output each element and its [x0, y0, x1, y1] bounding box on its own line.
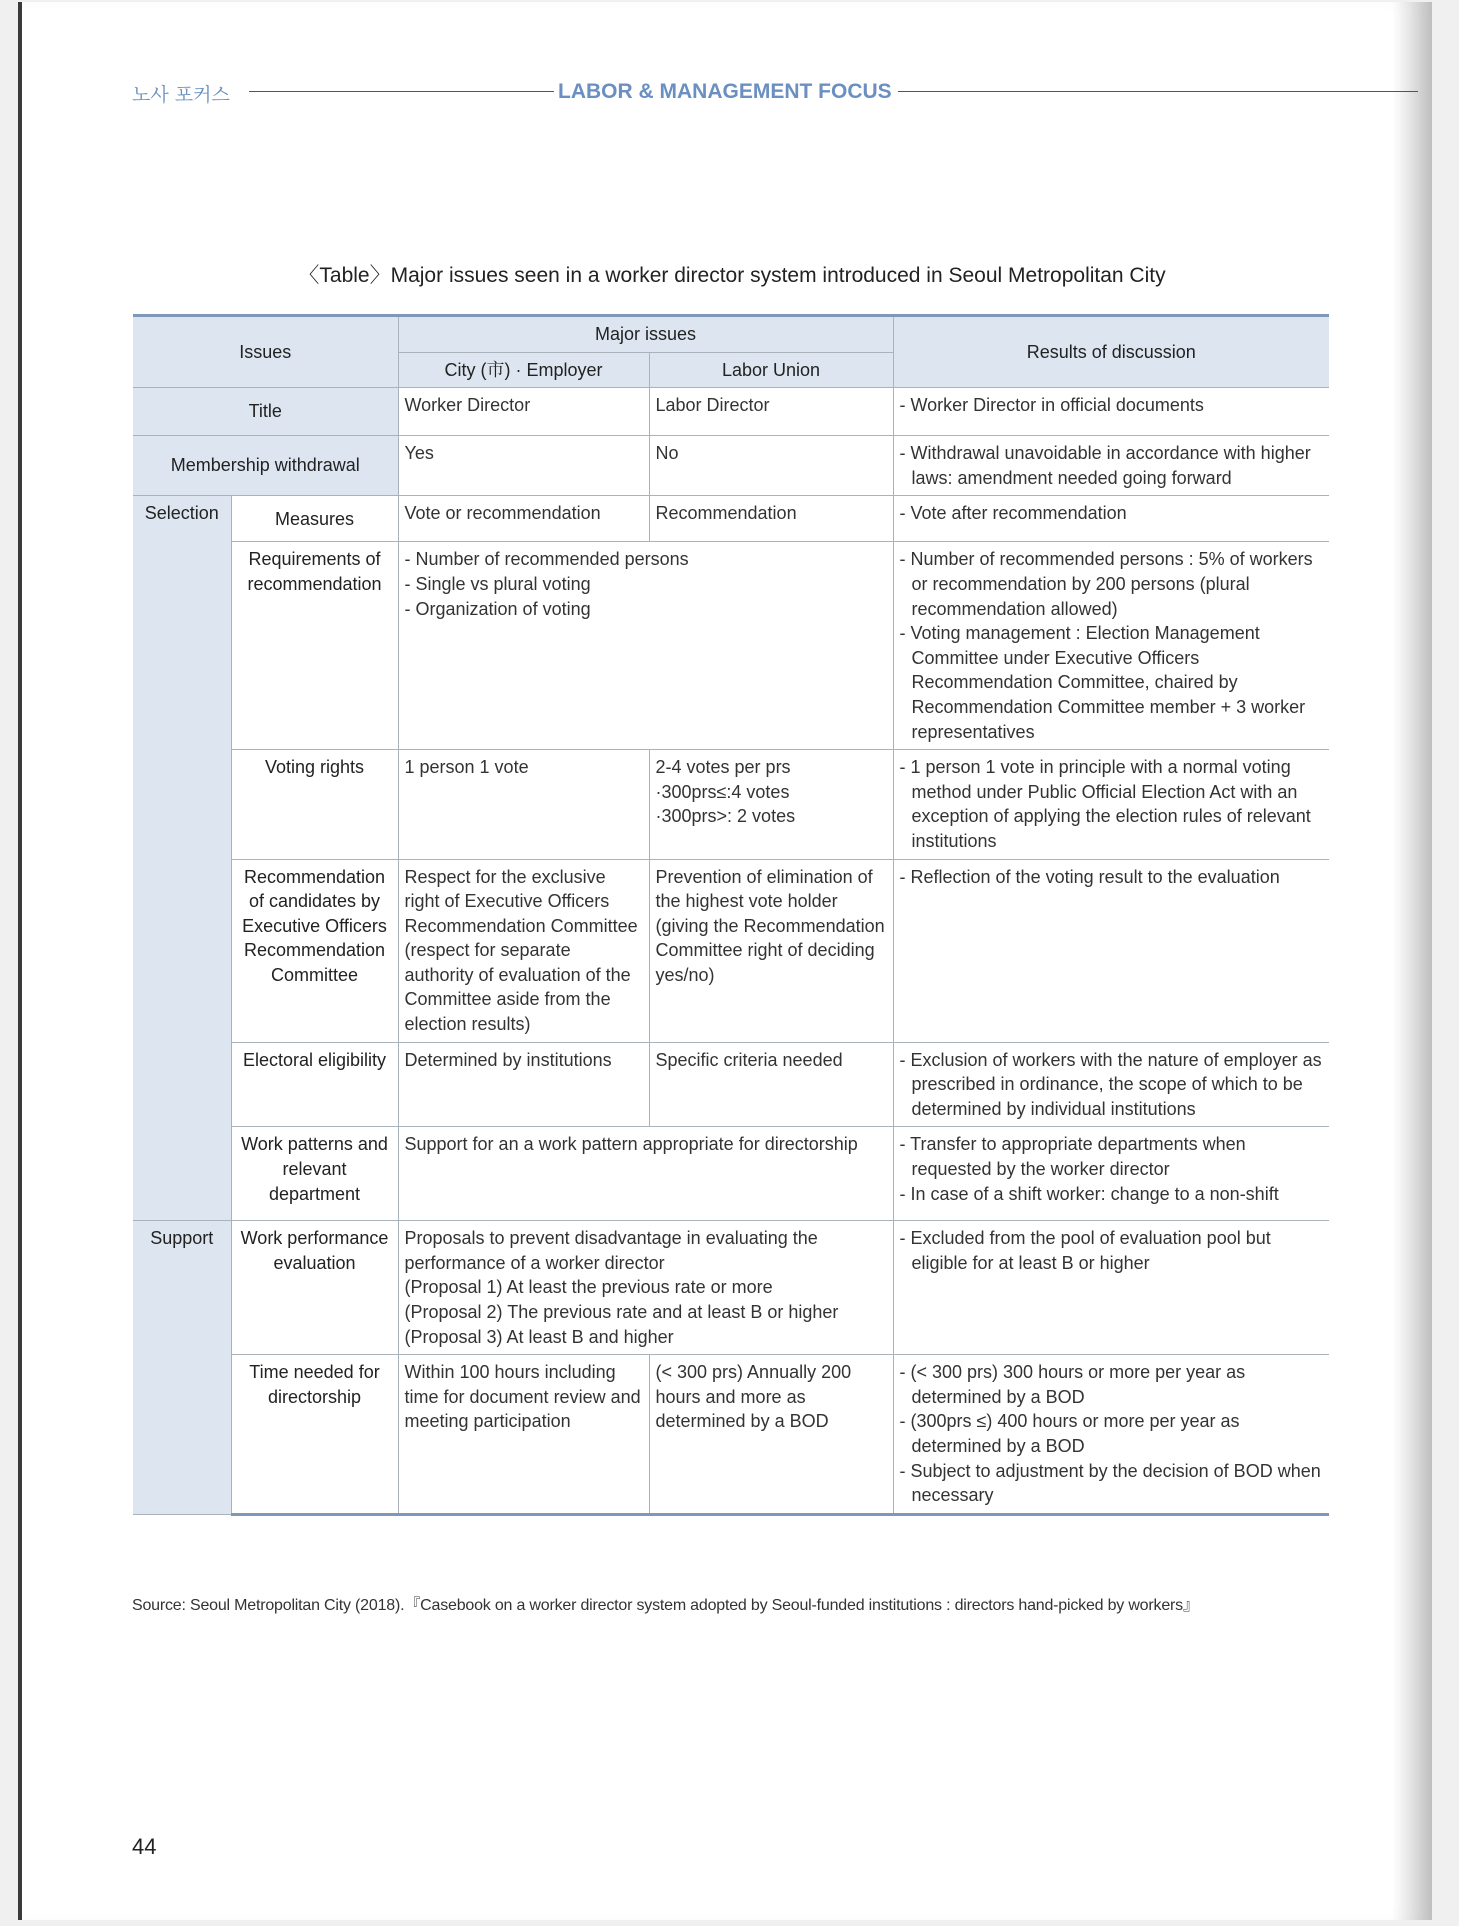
table-title: 〈Table〉Major issues seen in a worker director system introduced in Seoul Metropolitan City [298, 264, 1166, 287]
union-item: ·300prs>: 2 votes [655, 806, 796, 827]
header-major-issues: Major issues [398, 316, 893, 353]
result-item: - Subject to adjustment by the decision of BOD when necessary [899, 1460, 1321, 1506]
result-cell [893, 388, 1329, 436]
row-label: Time needed for directorship [231, 1355, 398, 1515]
result-item: - Worker Director in official documents [899, 395, 1204, 416]
header-city-employer: City (市) · Employer [398, 352, 649, 388]
union-cell: Recommendation [649, 496, 893, 542]
result-item: - Reflection of the voting result to the evaluation [899, 866, 1280, 887]
header-divider [898, 91, 1418, 92]
table-row-recommendation-committee [133, 859, 1329, 1042]
table-row-eligibility [133, 1042, 1329, 1127]
employer-cell: Vote or recommendation [398, 496, 649, 542]
employer-cell: Worker Director [398, 388, 649, 436]
group-label-text: Selection [144, 503, 219, 524]
result-cell [893, 542, 1329, 750]
header-issues: Issues [133, 316, 398, 388]
table-row-voting-rights [133, 750, 1329, 859]
table-row-withdrawal [133, 436, 1329, 496]
result-item: - In case of a shift worker: change to a non-shift [899, 1183, 1279, 1204]
source-note: Source: Seoul Metropolitan City (2018).『Casebook on a worker director system adopted by Seoul-funded institutions : directors hand-picked by workers』 [132, 1597, 1199, 1614]
table-row-performance [133, 1221, 1329, 1355]
row-label: Membership withdrawal [133, 436, 398, 496]
result-item: - Number of recommended persons : 5% of workers or recommendation by 200 persons (plural recommendation allowed) [899, 549, 1313, 619]
result-item: - Voting management : Election Management Committee under Executive Officers Recommendation Committee, chaired by Recommendation Committee member + 3 worker representatives [899, 623, 1306, 742]
result-cell [893, 859, 1329, 1042]
union-cell: Prevention of elimination of the highest vote holder (giving the Recommendation Committee right of deciding yes/no) [649, 859, 893, 1042]
result-item: - (300prs ≤) 400 hours or more per year as determined by a BOD [899, 1411, 1240, 1456]
shared-item: (Proposal 1) At least the previous rate or more [404, 1277, 773, 1298]
table-row-requirements [133, 542, 1329, 750]
row-label: Voting rights [231, 750, 398, 859]
employer-cell: Determined by institutions [398, 1042, 649, 1127]
result-item: - Transfer to appropriate departments when requested by the worker director [899, 1134, 1246, 1180]
row-label: Title [133, 388, 398, 436]
section-title-korean: 노사 포커스 [132, 84, 230, 106]
result-item: - (< 300 prs) 300 hours or more per year as determined by a BOD [899, 1362, 1246, 1407]
shared-item: - Organization of voting [404, 598, 591, 619]
table-row-work-patterns [133, 1127, 1329, 1221]
result-cell [893, 1127, 1329, 1221]
result-item: - Vote after recommendation [899, 503, 1127, 524]
row-label: Recommendation of candidates by Executive Officers Recommendation Committee [231, 859, 398, 1042]
union-cell: Specific criteria needed [649, 1042, 893, 1127]
group-label-support [133, 1221, 231, 1515]
row-label: Requirements of recommendation [231, 542, 398, 750]
shared-cell [398, 542, 893, 750]
shared-item: Proposals to prevent disadvantage in evaluating the performance of a worker director [404, 1228, 818, 1273]
table-row-time-needed [133, 1355, 1329, 1515]
employer-cell: Within 100 hours including time for document review and meeting participation [398, 1355, 649, 1515]
header-results: Results of discussion [893, 316, 1329, 388]
page-edge-shade [1392, 2, 1432, 1920]
group-label-text: Support [150, 1228, 214, 1249]
union-cell [649, 750, 893, 859]
union-item: 2-4 votes per prs [655, 757, 791, 778]
group-label-selection [133, 496, 231, 1221]
result-item: - 1 person 1 vote in principle with a normal voting method under Public Official Election Act with an exception of applying the election rules of relevant institutions [899, 757, 1311, 851]
result-item: - Withdrawal unavoidable in accordance with higher laws: amendment needed going forward [899, 443, 1311, 488]
section-title-english: LABOR & MANAGEMENT FOCUS [558, 80, 892, 103]
row-label: Work patterns and relevant department [231, 1127, 398, 1221]
employer-cell: 1 person 1 vote [398, 750, 649, 859]
union-cell: No [649, 436, 893, 496]
header-divider [249, 91, 554, 92]
document-page [18, 2, 1432, 1920]
result-item: - Exclusion of workers with the nature of employer as prescribed in ordinance, the scope of which to be determined by individual institutions [899, 1049, 1322, 1119]
table-row-measures [133, 496, 1329, 542]
row-label: Measures [231, 496, 398, 542]
table-header-row [133, 316, 1329, 353]
union-cell: (< 300 prs) Annually 200 hours and more as determined by a BOD [649, 1355, 893, 1515]
page-number: 44 [132, 1834, 157, 1859]
issues-table [133, 314, 1329, 1516]
shared-cell [398, 1221, 893, 1355]
shared-item: - Number of recommended persons [404, 549, 689, 570]
employer-cell: Yes [398, 436, 649, 496]
result-cell [893, 1221, 1329, 1355]
shared-item: (Proposal 3) At least B and higher [404, 1326, 674, 1347]
union-item: ·300prs≤:4 votes [655, 781, 790, 802]
result-cell [893, 1042, 1329, 1127]
shared-cell [398, 1127, 893, 1221]
result-cell [893, 1355, 1329, 1515]
shared-item: - Single vs plural voting [404, 573, 591, 594]
shared-item: Support for an a work pattern appropriate for directorship [404, 1134, 858, 1155]
employer-cell: Respect for the exclusive right of Executive Officers Recommendation Committee (respect for separate authority of evaluation of the Committee aside from the election results) [398, 859, 649, 1042]
result-cell [893, 496, 1329, 542]
row-label: Electoral eligibility [231, 1042, 398, 1127]
shared-item: (Proposal 2) The previous rate and at least B or higher [404, 1302, 839, 1322]
result-item: - Excluded from the pool of evaluation pool but eligible for at least B or higher [899, 1228, 1271, 1273]
result-cell [893, 436, 1329, 496]
union-cell: Labor Director [649, 388, 893, 436]
table-row-title [133, 388, 1329, 436]
result-cell [893, 750, 1329, 859]
header-labor-union: Labor Union [649, 352, 893, 388]
row-label: Work performance evaluation [231, 1221, 398, 1355]
